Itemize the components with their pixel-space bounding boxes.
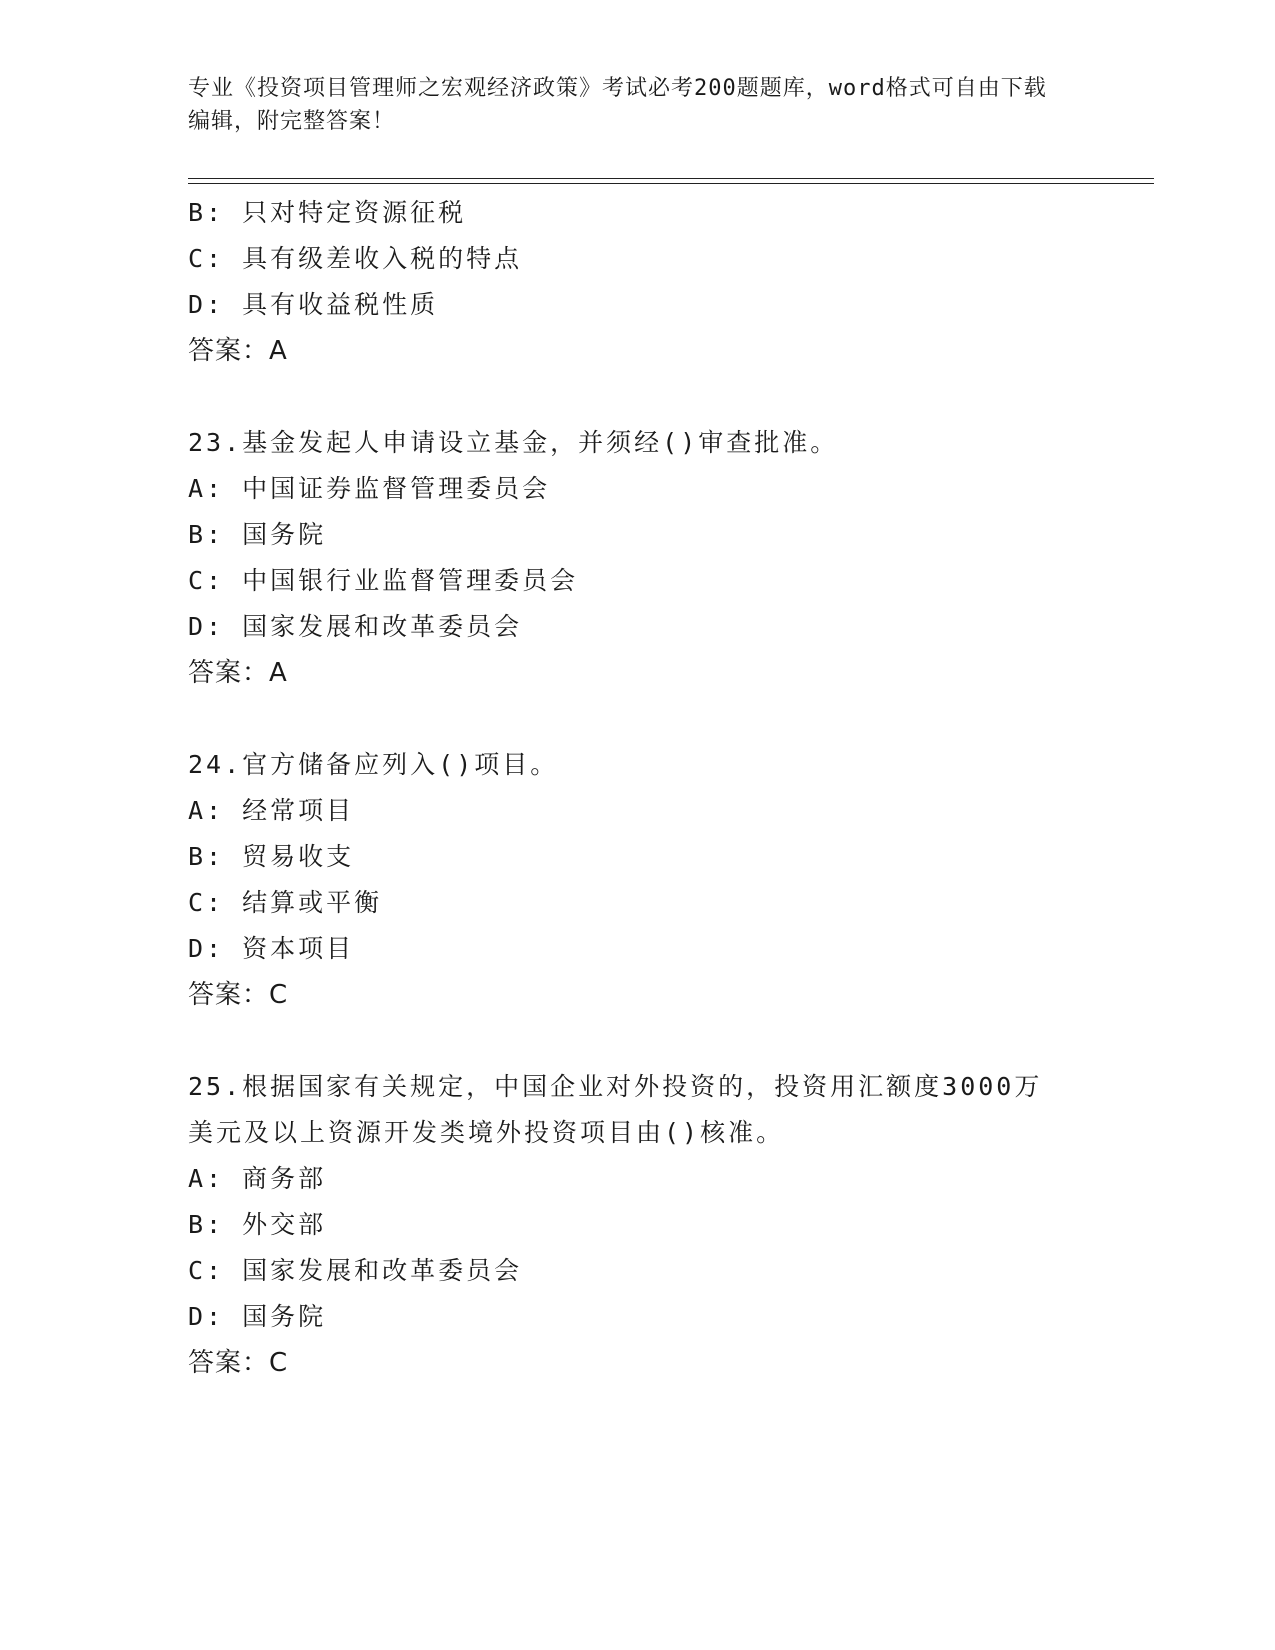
question-block-24 (188, 742, 1088, 1018)
question-block-partial (188, 190, 1088, 374)
answer-line: 答案：A (188, 658, 288, 688)
spacer (188, 374, 1088, 420)
spacer (188, 1018, 1088, 1064)
question-stem: 25.根据国家有关规定，中国企业对外投资的，投资用汇额度3000万美元及以上资源开发类境外投资项目由()核准。 (188, 1072, 1043, 1147)
option-c: C: 中国银行业监督管理委员会 (188, 566, 579, 595)
option-d: D: 国家发展和改革委员会 (188, 612, 523, 641)
option-d: D: 具有收益税性质 (188, 290, 439, 319)
header-rule-top (188, 178, 1154, 179)
answer-line: 答案：C (188, 1348, 289, 1378)
option-c: C: 具有级差收入税的特点 (188, 244, 523, 273)
question-block-25 (188, 1064, 1088, 1386)
answer-line: 答案：A (188, 336, 288, 366)
question-stem: 24.官方储备应列入()项目。 (188, 750, 559, 779)
option-d: D: 国务院 (188, 1302, 327, 1331)
option-a: A: 经常项目 (188, 796, 355, 825)
answer-line: 答案：C (188, 980, 289, 1010)
spacer (188, 696, 1088, 742)
option-b: B: 只对特定资源征税 (188, 198, 467, 227)
document-header: 专业《投资项目管理师之宏观经济政策》考试必考200题题库，word格式可自由下载编辑，附完整答案！ (188, 76, 1047, 134)
option-c: C: 国家发展和改革委员会 (188, 1256, 523, 1285)
header-rule-bottom (188, 183, 1154, 184)
option-a: A: 商务部 (188, 1164, 327, 1193)
option-c: C: 结算或平衡 (188, 888, 383, 917)
option-b: B: 外交部 (188, 1210, 327, 1239)
question-block-23 (188, 420, 1088, 696)
question-stem: 23.基金发起人申请设立基金，并须经()审查批准。 (188, 428, 839, 457)
option-a: A: 中国证券监督管理委员会 (188, 474, 551, 503)
option-b: B: 贸易收支 (188, 842, 355, 871)
option-b: B: 国务院 (188, 520, 327, 549)
question-list (188, 190, 1088, 1386)
option-d: D: 资本项目 (188, 934, 355, 963)
